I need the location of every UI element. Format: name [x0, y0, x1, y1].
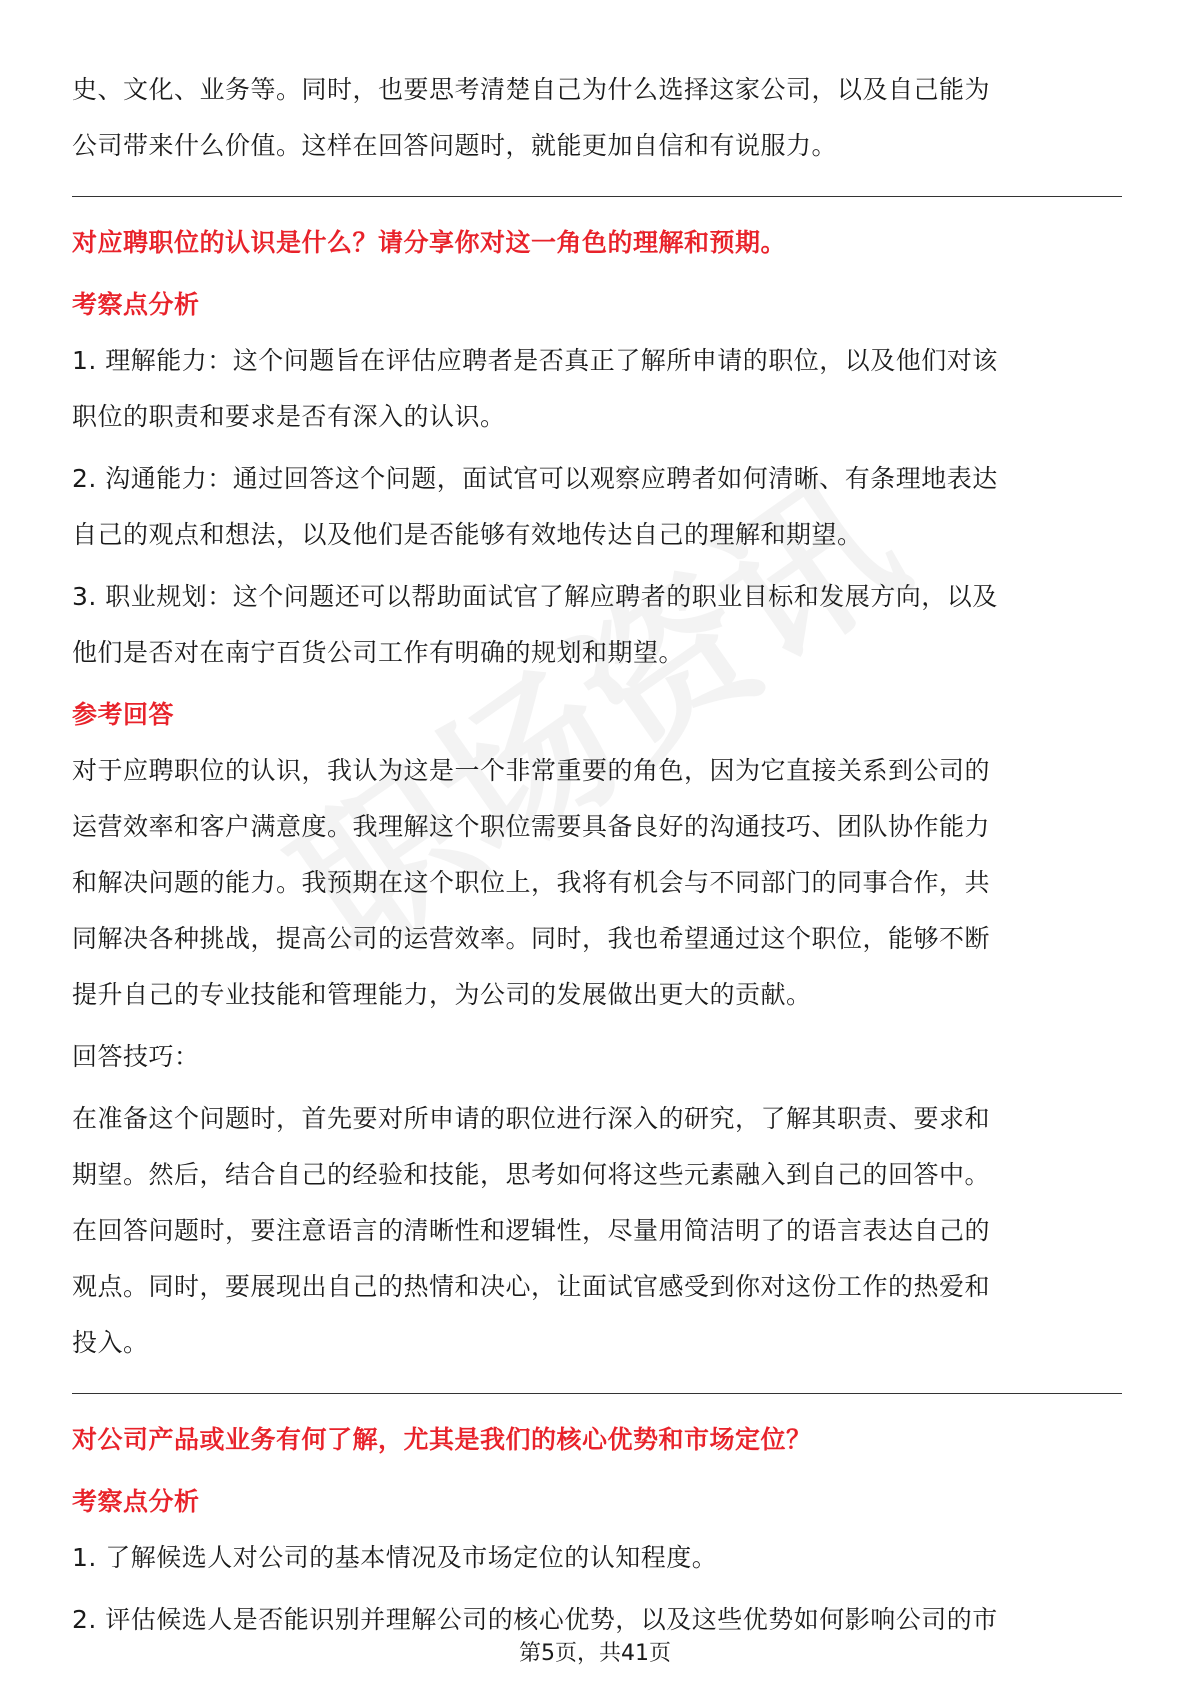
text-line: 同解决各种挑战，提高公司的运营效率。同时，我也希望通过这个职位，能够不断: [72, 924, 991, 953]
question-section-2: [72, 1412, 1122, 1648]
section-divider: [72, 1393, 1122, 1394]
text-line: 史、文化、业务等。同时，也要思考清楚自己为什么选择这家公司，以及自己能为: [72, 75, 991, 104]
analysis-item: [72, 569, 1122, 681]
text-line: 在准备这个问题时，首先要对所申请的职位进行深入的研究，了解其职责、要求和: [72, 1104, 991, 1133]
answer-paragraph: [72, 743, 1122, 1023]
section-divider: [72, 196, 1122, 197]
text-line: 对于应聘职位的认识，我认为这是一个非常重要的角色，因为它直接关系到公司的: [72, 756, 991, 785]
text-line: 在回答问题时，要注意语言的清晰性和逻辑性，尽量用简洁明了的语言表达自己的: [72, 1216, 991, 1245]
text-line: 和解决问题的能力。我预期在这个职位上，我将有机会与不同部门的同事合作，共: [72, 868, 991, 897]
text-line: 1. 了解候选人对公司的基本情况及市场定位的认知程度。: [72, 1543, 718, 1572]
analysis-item: [72, 333, 1122, 445]
page-content: [72, 62, 1122, 1654]
text-line: 他们是否对在南宁百货公司工作有明确的规划和期望。: [72, 638, 685, 667]
text-line: 2. 评估候选人是否能识别并理解公司的核心优势，以及这些优势如何影响公司的市: [72, 1605, 998, 1634]
text-line: 2. 沟通能力：通过回答这个问题，面试官可以观察应聘者如何清晰、有条理地表达: [72, 464, 998, 493]
answer-heading: 参考回答: [72, 700, 175, 729]
text-line: 投入。: [72, 1328, 149, 1357]
intro-paragraph: [72, 62, 1122, 174]
text-line: 1. 理解能力：这个问题旨在评估应聘者是否真正了解所申请的职位，以及他们对该: [72, 346, 998, 375]
text-line: 提升自己的专业技能和管理能力，为公司的发展做出更大的贡献。: [72, 980, 812, 1009]
analysis-item: [72, 451, 1122, 563]
analysis-heading: 考察点分析: [72, 290, 200, 319]
text-line: 3. 职业规划：这个问题还可以帮助面试官了解应聘者的职业目标和发展方向，以及: [72, 582, 998, 611]
text-line: 运营效率和客户满意度。我理解这个职位需要具备良好的沟通技巧、团队协作能力: [72, 812, 991, 841]
question-title: 对应聘职位的认识是什么？请分享你对这一角色的理解和预期。: [72, 228, 787, 257]
analysis-item: [72, 1530, 1122, 1586]
text-line: 自己的观点和想法，以及他们是否能够有效地传达自己的理解和期望。: [72, 520, 863, 549]
text-line: 观点。同时，要展现出自己的热情和决心，让面试官感受到你对这份工作的热爱和: [72, 1272, 991, 1301]
tips-heading: 回答技巧：: [72, 1042, 200, 1071]
text-line: 期望。然后，结合自己的经验和技能，思考如何将这些元素融入到自己的回答中。: [72, 1160, 991, 1189]
question-title: 对公司产品或业务有何了解，尤其是我们的核心优势和市场定位？: [72, 1425, 812, 1454]
text-line: 职位的职责和要求是否有深入的认识。: [72, 402, 506, 431]
page-number: 第5页，共41页: [519, 1641, 671, 1666]
text-line: 公司带来什么价值。这样在回答问题时，就能更加自信和有说服力。: [72, 131, 838, 160]
analysis-heading: 考察点分析: [72, 1487, 200, 1516]
tips-paragraph: [72, 1091, 1122, 1371]
question-section-1: [72, 215, 1122, 1371]
